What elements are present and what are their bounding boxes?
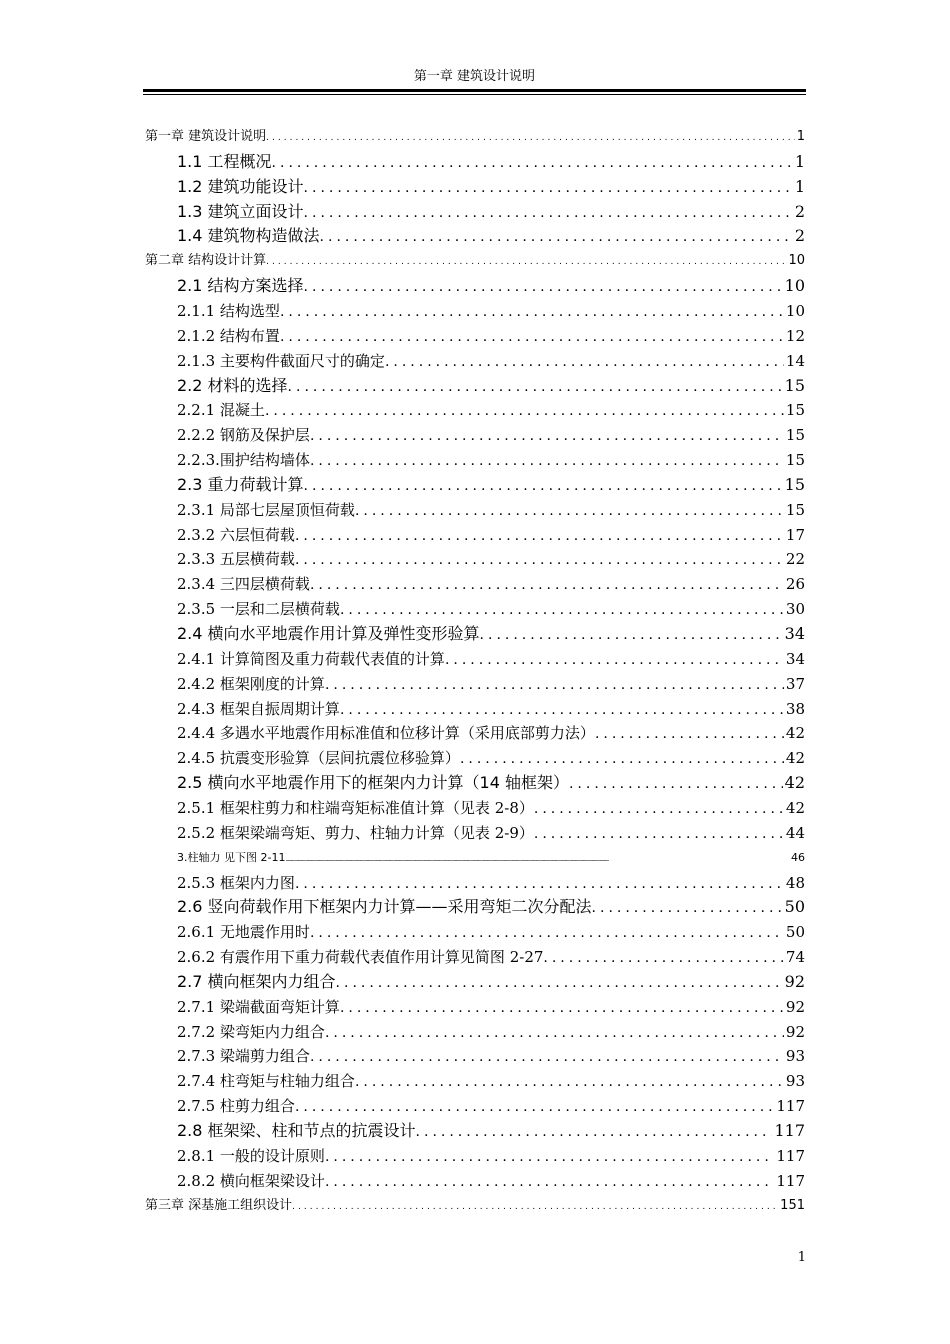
- toc-entry-page: 93: [785, 1047, 805, 1066]
- toc-entry-page: 38: [785, 699, 805, 718]
- toc-entry-title: 2.7 横向框架内力组合: [177, 971, 336, 991]
- toc-entry-page: 15: [784, 375, 805, 395]
- toc-dot-leader: [310, 922, 784, 943]
- toc-entry[interactable]: [177, 375, 805, 397]
- toc-dot-leader: [480, 624, 783, 645]
- toc-entry[interactable]: [177, 325, 805, 347]
- toc-dot-leader: [295, 1096, 774, 1117]
- toc-dot-leader: [280, 326, 784, 347]
- toc-dot-leader: [385, 351, 784, 372]
- toc-entry-title: 2.7.5 柱剪力组合: [177, 1097, 295, 1116]
- toc-entry[interactable]: [177, 872, 805, 894]
- page-number: 1: [797, 1250, 806, 1265]
- header-rule-thick: [143, 89, 806, 92]
- toc-dot-leader: [295, 549, 784, 570]
- toc-entry-page: 17: [785, 525, 805, 544]
- toc-entry[interactable]: [177, 449, 805, 471]
- toc-entry-page: 46: [791, 850, 805, 864]
- toc-dot-leader: [310, 1046, 784, 1067]
- toc-entry-page: 15: [784, 474, 805, 494]
- toc-entry-title: 2.7.4 柱弯矩与柱轴力组合: [177, 1072, 355, 1091]
- toc-dot-leader: [336, 972, 783, 993]
- toc-dot-leader: [340, 599, 784, 620]
- toc-dot-leader: [266, 127, 795, 148]
- toc-entry-page: 1: [794, 151, 805, 171]
- toc-entry-page: 117: [776, 1097, 805, 1116]
- toc-entry-page: 26: [785, 575, 805, 594]
- toc-entry-title: 2.2.3.围护结构墙体: [177, 451, 310, 470]
- toc-entry-title: 2.3 重力荷载计算: [177, 474, 304, 494]
- toc-dot-leader: [355, 500, 784, 521]
- toc-dot-leader: [543, 947, 784, 968]
- toc-entry-page: 22: [785, 550, 805, 569]
- toc-dot-leader: [310, 425, 784, 446]
- toc-dot-leader: [280, 301, 784, 322]
- toc-entry[interactable]: [177, 772, 805, 794]
- toc-entry-title: 2.8.1 一般的设计原则: [177, 1146, 325, 1165]
- toc-entry-title: 2.6 竖向荷载作用下框架内力计算——采用弯矩二次分配法: [177, 897, 592, 917]
- toc-entry[interactable]: [177, 921, 805, 943]
- toc-entry-page: 1: [794, 176, 805, 196]
- toc-entry-page: 42: [785, 724, 805, 743]
- toc-entry-title: 2.3.5 一层和二层横荷载: [177, 600, 340, 619]
- toc-dot-leader: [569, 773, 783, 794]
- toc-entry-title: 2.1.2 结构布置: [177, 326, 280, 345]
- toc-dot-leader: [265, 400, 784, 421]
- toc-entry-page: 42: [785, 749, 805, 768]
- toc-entry-title: 第一章 建筑设计说明: [145, 129, 267, 144]
- toc-dot-leader: [304, 475, 783, 496]
- toc-dot-leader: [266, 251, 786, 272]
- toc-dot-leader: [320, 226, 793, 247]
- toc-dot-leader: [595, 723, 784, 744]
- toc-entry-title: 2.3.1 局部七层屋顶恒荷载: [177, 500, 355, 519]
- toc-entry-page: 42: [784, 773, 805, 793]
- toc-entry-page: 10: [785, 301, 805, 320]
- toc-entry-title: 2.4.5 抗震变形验算（层间抗震位移验算）: [177, 749, 460, 768]
- toc-entry-title: 2.5.3 框架内力图: [177, 873, 295, 892]
- toc-entry-page: 37: [785, 674, 805, 693]
- toc-dot-leader: [416, 1121, 773, 1142]
- toc-dot-leader: [272, 152, 793, 173]
- toc-dot-leader: [304, 177, 793, 198]
- toc-entry-page: 93: [785, 1072, 805, 1091]
- toc-entry[interactable]: [145, 250, 805, 272]
- toc-entry[interactable]: [177, 151, 805, 173]
- toc-dot-leader: [310, 574, 784, 595]
- toc-entry-page: 92: [785, 997, 805, 1016]
- toc-entry-page: 48: [785, 873, 805, 892]
- toc-entry[interactable]: [145, 126, 805, 148]
- toc-entry[interactable]: [177, 847, 805, 869]
- header-rule-thin: [143, 94, 806, 95]
- toc-entry-title: 2.5 横向水平地震作用下的框架内力计算（14 轴框架）: [177, 773, 569, 793]
- toc-entry-title: 2.8.2 横向框架梁设计: [177, 1171, 325, 1190]
- toc-entry[interactable]: [177, 1045, 805, 1067]
- toc-dot-leader: [534, 798, 784, 819]
- toc-entry-title: 1.3 建筑立面设计: [177, 201, 304, 221]
- toc-dot-leader: [355, 1071, 784, 1092]
- toc-entry-page: 117: [776, 1171, 805, 1190]
- toc-entry-page: 92: [785, 1022, 805, 1041]
- toc-entry-title: 2.5.2 框架梁端弯矩、剪力、柱轴力计算（见表 2-9）: [177, 823, 534, 842]
- toc-entry[interactable]: [177, 722, 805, 744]
- toc-dot-leader: [325, 1022, 784, 1043]
- toc-entry-page: 34: [785, 649, 805, 668]
- toc-entry-title: 2.2 材料的选择: [177, 375, 288, 395]
- toc-dot-leader: [304, 202, 793, 223]
- toc-entry[interactable]: [177, 996, 805, 1018]
- toc-dot-leader: [340, 699, 784, 720]
- toc-entry[interactable]: [177, 1170, 805, 1192]
- toc-entry-page: 42: [785, 798, 805, 817]
- toc-entry-page: 15: [785, 426, 805, 445]
- toc-entry-title: 2.8 框架梁、柱和节点的抗震设计: [177, 1121, 416, 1140]
- toc-entry-title: 第二章 结构设计计算: [145, 253, 267, 269]
- toc-entry[interactable]: [177, 548, 805, 570]
- toc-entry-title: 2.6.2 有震作用下重力荷载代表值作用计算见简图 2-27: [177, 948, 544, 967]
- toc-entry[interactable]: [177, 797, 805, 819]
- toc-entry-page: 14: [785, 351, 805, 370]
- toc-entry-page: 50: [784, 897, 805, 917]
- toc-entry-title: 2.7.2 梁弯矩内力组合: [177, 1022, 325, 1041]
- toc-entry-page: 10: [788, 253, 805, 269]
- toc-dot-leader: [292, 1196, 778, 1217]
- toc-entry[interactable]: [177, 673, 805, 695]
- toc-entry[interactable]: [177, 424, 805, 446]
- toc-entry-title: 1.1 工程概况: [177, 151, 272, 171]
- toc-entry[interactable]: [177, 499, 805, 521]
- toc-entry-title: 3.柱轴力 见下图 2-11: [177, 850, 286, 864]
- toc-entry-page: 30: [785, 600, 805, 619]
- toc-entry[interactable]: [177, 1021, 805, 1043]
- toc-entry-title: 2.3.3 五层横荷载: [177, 550, 295, 569]
- toc-entry-title: 2.3.2 六层恒荷载: [177, 525, 295, 544]
- toc-entry-title: 2.6.1 无地震作用时: [177, 923, 310, 942]
- toc-entry[interactable]: [177, 1120, 805, 1142]
- toc-entry-title: 2.4.3 框架自振周期计算: [177, 699, 340, 718]
- toc-entry-title: 2.1.1 结构选型: [177, 301, 280, 320]
- toc-dot-leader: [325, 1171, 774, 1192]
- toc-entry-title: 2.4.4 多遇水平地震作用标准值和位移计算（采用底部剪力法）: [177, 724, 595, 743]
- toc-entry[interactable]: [177, 1145, 805, 1167]
- toc-entry-page: 117: [774, 1121, 805, 1140]
- toc-entry-page: 10: [784, 276, 805, 296]
- toc-dot-leader: [325, 674, 784, 695]
- running-header: 第一章 建筑设计说明: [413, 69, 536, 84]
- toc-entry-page: 117: [776, 1146, 805, 1165]
- toc-entry[interactable]: [177, 946, 805, 968]
- toc-entry-page: 34: [784, 624, 805, 643]
- toc-entry-title: 2.4 横向水平地震作用计算及弹性变形验算: [177, 624, 480, 643]
- toc-entry-title: 2.5.1 框架柱剪力和柱端弯矩标准值计算（见表 2-8）: [177, 798, 534, 817]
- toc-entry-page: 1: [796, 129, 805, 144]
- toc-entry-page: 2: [794, 226, 805, 246]
- toc-entry-title: 2.4.2 框架刚度的计算: [177, 674, 325, 693]
- toc-entry[interactable]: [177, 648, 805, 670]
- toc-entry-title: 1.2 建筑功能设计: [177, 176, 304, 196]
- toc-entry-page: 50: [785, 923, 805, 942]
- toc-entry[interactable]: [177, 225, 805, 247]
- toc-dot-leader: [340, 997, 784, 1018]
- toc-entry[interactable]: [177, 623, 805, 645]
- toc-entry-page: 2: [794, 201, 805, 221]
- toc-entry[interactable]: [177, 896, 805, 918]
- toc-entry[interactable]: [177, 1095, 805, 1117]
- toc-entry[interactable]: [177, 474, 805, 496]
- toc-entry[interactable]: [177, 201, 805, 223]
- toc-dot-leader: [295, 525, 784, 546]
- toc-entry-title: 1.4 建筑物构造做法: [177, 226, 320, 246]
- toc-entry[interactable]: [177, 573, 805, 595]
- toc-entry[interactable]: [177, 524, 805, 546]
- toc-dot-leader: [285, 849, 789, 869]
- toc-entry[interactable]: [177, 747, 805, 769]
- toc-entry-title: 2.1 结构方案选择: [177, 276, 304, 296]
- toc-entry-title: 2.7.1 梁端截面弯矩计算: [177, 997, 340, 1016]
- toc-entry-title: 2.1.3 主要构件截面尺寸的确定: [177, 351, 385, 370]
- toc-dot-leader: [304, 276, 783, 297]
- toc-entry[interactable]: [177, 399, 805, 421]
- toc-entry[interactable]: [177, 1070, 805, 1092]
- toc-entry-page: 44: [785, 823, 805, 842]
- toc-entry[interactable]: [177, 176, 805, 198]
- toc-entry-title: 第三章 深基施工组织设计: [145, 1197, 293, 1213]
- toc-entry-page: 15: [785, 451, 805, 470]
- toc-dot-leader: [534, 823, 784, 844]
- toc-entry-title: 2.2.1 混凝土: [177, 401, 265, 420]
- toc-entry[interactable]: [145, 1195, 805, 1217]
- toc-dot-leader: [445, 649, 784, 670]
- toc-entry-page: 92: [784, 971, 805, 991]
- toc-entry[interactable]: [177, 300, 805, 322]
- toc-entry-page: 151: [780, 1197, 805, 1213]
- toc-entry[interactable]: [177, 971, 805, 993]
- toc-entry-title: 2.4.1 计算简图及重力荷载代表值的计算: [177, 649, 445, 668]
- toc-dot-leader: [460, 748, 784, 769]
- toc-entry[interactable]: [177, 698, 805, 720]
- toc-entry-page: 15: [785, 500, 805, 519]
- toc-entry[interactable]: [177, 822, 805, 844]
- toc-dot-leader: [325, 1146, 774, 1167]
- toc-dot-leader: [310, 450, 784, 471]
- toc-entry-title: 2.7.3 梁端剪力组合: [177, 1047, 310, 1066]
- toc-dot-leader: [295, 873, 784, 894]
- toc-entry-title: 2.3.4 三四层横荷载: [177, 575, 310, 594]
- toc-entry[interactable]: [177, 275, 805, 297]
- toc-entry-title: 2.2.2 钢筋及保护层: [177, 426, 310, 445]
- toc-entry-page: 15: [785, 401, 805, 420]
- toc-entry-page: 12: [785, 326, 805, 345]
- toc-entry[interactable]: [177, 350, 805, 372]
- toc-entry[interactable]: [177, 598, 805, 620]
- toc-entry-page: 74: [785, 948, 805, 967]
- toc-dot-leader: [288, 376, 783, 397]
- toc-dot-leader: [592, 897, 783, 918]
